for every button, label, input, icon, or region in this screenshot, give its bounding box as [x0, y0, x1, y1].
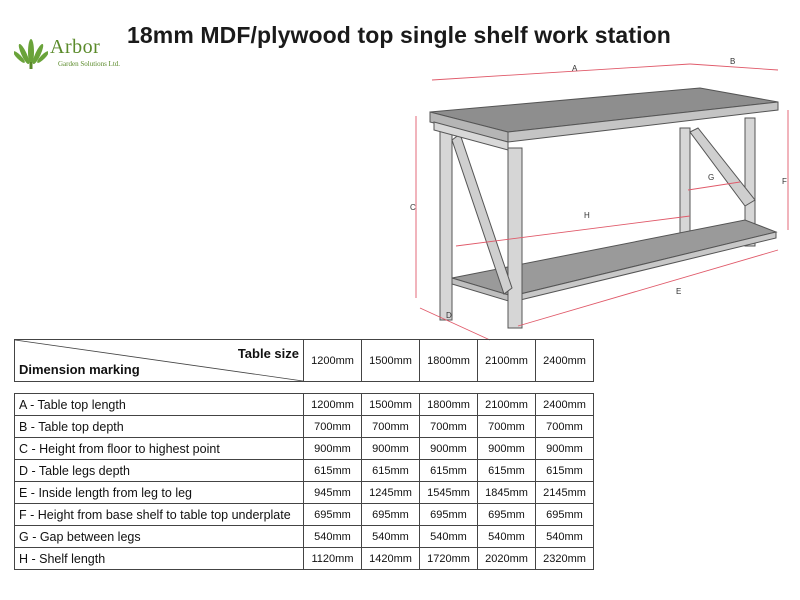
table-row — [15, 416, 594, 438]
dim-label-h: H — [584, 211, 590, 220]
table-cell: 900mm — [478, 438, 536, 460]
size-column-header: 1800mm — [420, 340, 478, 382]
table-row — [15, 438, 594, 460]
page-title: 18mm MDF/plywood top single shelf work station — [127, 22, 671, 48]
dim-label-a: A — [572, 64, 578, 73]
table-cell: 2100mm — [478, 394, 536, 416]
row-label: B - Table top depth — [15, 416, 304, 438]
table-size-heading: Table size — [237, 346, 299, 361]
table-cell: 700mm — [304, 416, 362, 438]
table-cell: 615mm — [478, 460, 536, 482]
table-cell: 900mm — [304, 438, 362, 460]
row-label: D - Table legs depth — [15, 460, 304, 482]
table-cell: 695mm — [420, 504, 478, 526]
table-cell: 2320mm — [536, 548, 594, 570]
size-header-table — [14, 339, 594, 382]
header-corner-cell — [15, 340, 304, 382]
dim-label-c: C — [410, 203, 416, 212]
brand-tagline: Garden Solutions Ltd. — [58, 60, 121, 68]
table-cell: 540mm — [420, 526, 478, 548]
table-row — [15, 526, 594, 548]
table-cell: 1545mm — [420, 482, 478, 504]
size-header-row — [15, 340, 594, 382]
table-cell: 540mm — [536, 526, 594, 548]
row-label: C - Height from floor to highest point — [15, 438, 304, 460]
table-cell: 1845mm — [478, 482, 536, 504]
workbench-diagram — [400, 50, 790, 350]
size-column-header: 1500mm — [362, 340, 420, 382]
table-cell: 1120mm — [304, 548, 362, 570]
table-row — [15, 460, 594, 482]
dim-label-e: E — [676, 287, 682, 296]
table-cell: 900mm — [362, 438, 420, 460]
table-cell: 540mm — [362, 526, 420, 548]
size-column-header: 1200mm — [304, 340, 362, 382]
table-cell: 1720mm — [420, 548, 478, 570]
table-cell: 615mm — [304, 460, 362, 482]
dim-label-d: D — [446, 311, 452, 320]
table-cell: 900mm — [420, 438, 478, 460]
table-cell: 945mm — [304, 482, 362, 504]
table-cell: 1800mm — [420, 394, 478, 416]
table-cell: 695mm — [536, 504, 594, 526]
table-cell: 2020mm — [478, 548, 536, 570]
table-cell: 695mm — [478, 504, 536, 526]
table-row — [15, 504, 594, 526]
brand-name: Arbor — [50, 36, 101, 58]
table-cell: 700mm — [362, 416, 420, 438]
brand-logo — [14, 34, 124, 74]
table-cell: 700mm — [536, 416, 594, 438]
size-column-header: 2100mm — [478, 340, 536, 382]
table-cell: 2145mm — [536, 482, 594, 504]
row-label: E - Inside length from leg to leg — [15, 482, 304, 504]
row-label: A - Table top length — [15, 394, 304, 416]
table-cell: 615mm — [420, 460, 478, 482]
row-label: G - Gap between legs — [15, 526, 304, 548]
size-column-header: 2400mm — [536, 340, 594, 382]
dimension-marking-heading: Dimension marking — [19, 362, 140, 377]
table-cell: 1245mm — [362, 482, 420, 504]
table-cell: 900mm — [536, 438, 594, 460]
table-cell: 1420mm — [362, 548, 420, 570]
table-cell: 695mm — [304, 504, 362, 526]
table-cell: 615mm — [362, 460, 420, 482]
front-left-leg — [440, 130, 452, 320]
side-brace — [452, 134, 512, 294]
row-label: F - Height from base shelf to table top underplate — [15, 504, 304, 526]
table-cell: 700mm — [420, 416, 478, 438]
dim-label-g: G — [708, 173, 715, 182]
table-cell: 695mm — [362, 504, 420, 526]
table-cell: 700mm — [478, 416, 536, 438]
table-row — [15, 548, 594, 570]
table-cell: 540mm — [478, 526, 536, 548]
table-cell: 2400mm — [536, 394, 594, 416]
leaf-logo-icon — [14, 34, 48, 70]
table-row — [15, 482, 594, 504]
dim-label-f: F — [782, 177, 787, 186]
table-cell: 1500mm — [362, 394, 420, 416]
dimensions-table — [14, 393, 594, 570]
table-cell: 615mm — [536, 460, 594, 482]
table-cell: 540mm — [304, 526, 362, 548]
dim-label-b: B — [730, 57, 736, 66]
table-cell: 1200mm — [304, 394, 362, 416]
row-label: H - Shelf length — [15, 548, 304, 570]
table-row — [15, 394, 594, 416]
